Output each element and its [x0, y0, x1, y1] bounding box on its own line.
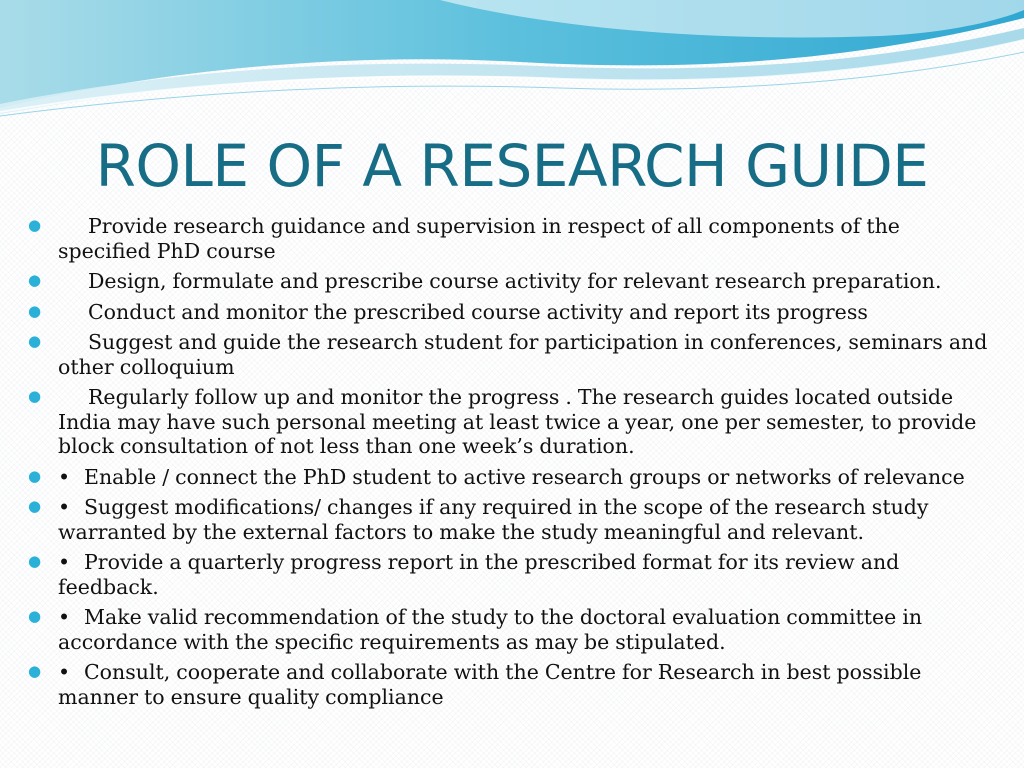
- inline-bullet-glyph: •: [58, 464, 71, 489]
- list-item-text: Enable / connect the PhD student to active research groups or networks of relevance: [84, 464, 965, 489]
- list-item-text: Suggest modifications/ changes if any required in the scope of the research study warranted by the external factors to make the study meaningful and relevant.: [58, 495, 929, 544]
- header-wave-decoration: [0, 0, 1024, 120]
- bullet-icon: ●: [28, 301, 42, 320]
- bullet-list: [28, 214, 993, 715]
- list-item: [28, 269, 993, 294]
- bullet-icon: ●: [28, 466, 42, 485]
- bullet-icon: ●: [28, 216, 42, 234]
- inline-bullet-glyph: •: [58, 660, 71, 684]
- list-item: [28, 385, 993, 459]
- inline-bullet-glyph: •: [58, 605, 71, 629]
- list-item: [28, 299, 993, 325]
- bullet-icon: ●: [28, 662, 42, 680]
- list-item: [28, 330, 993, 379]
- bullet-icon: ●: [28, 552, 42, 570]
- list-item-text: Provide research guidance and supervision in respect of all components of the specified PhD course: [58, 214, 900, 263]
- list-item: [28, 605, 993, 654]
- bullet-icon: ●: [28, 332, 42, 350]
- bullet-icon: ●: [28, 387, 42, 405]
- list-item-text: Provide a quarterly progress report in the prescribed format for its review and feedback.: [58, 550, 900, 599]
- list-item: [28, 214, 993, 263]
- list-item: [28, 660, 993, 709]
- list-item-text: Conduct and monitor the prescribed course activity and report its progress: [88, 299, 868, 324]
- bullet-icon: ●: [28, 271, 42, 289]
- list-item: [28, 550, 993, 599]
- list-item-text: Make valid recommendation of the study to the doctoral evaluation committee in accordance with the specific requirements as may be stipulated.: [58, 605, 923, 654]
- list-item: [28, 464, 993, 490]
- list-item-text: Design, formulate and prescribe course activity for relevant research preparation.: [88, 269, 942, 293]
- bullet-icon: ●: [28, 497, 42, 515]
- slide-title: ROLE OF A RESEARCH GUIDE: [95, 132, 929, 200]
- inline-bullet-glyph: •: [58, 495, 71, 519]
- list-item-text: Suggest and guide the research student for participation in conferences, seminars and other colloquium: [58, 330, 988, 379]
- list-item-text: Consult, cooperate and collaborate with the Centre for Research in best possible manner to ensure quality compliance: [58, 660, 922, 709]
- inline-bullet-glyph: •: [58, 550, 71, 574]
- bullet-icon: ●: [28, 607, 42, 625]
- list-item: [28, 495, 993, 544]
- list-item-text: Regularly follow up and monitor the progress . The research guides located outside India may have such personal meeting at least twice a year, one per semester, to provide block consultation of not less than one week’s duration.: [58, 385, 977, 458]
